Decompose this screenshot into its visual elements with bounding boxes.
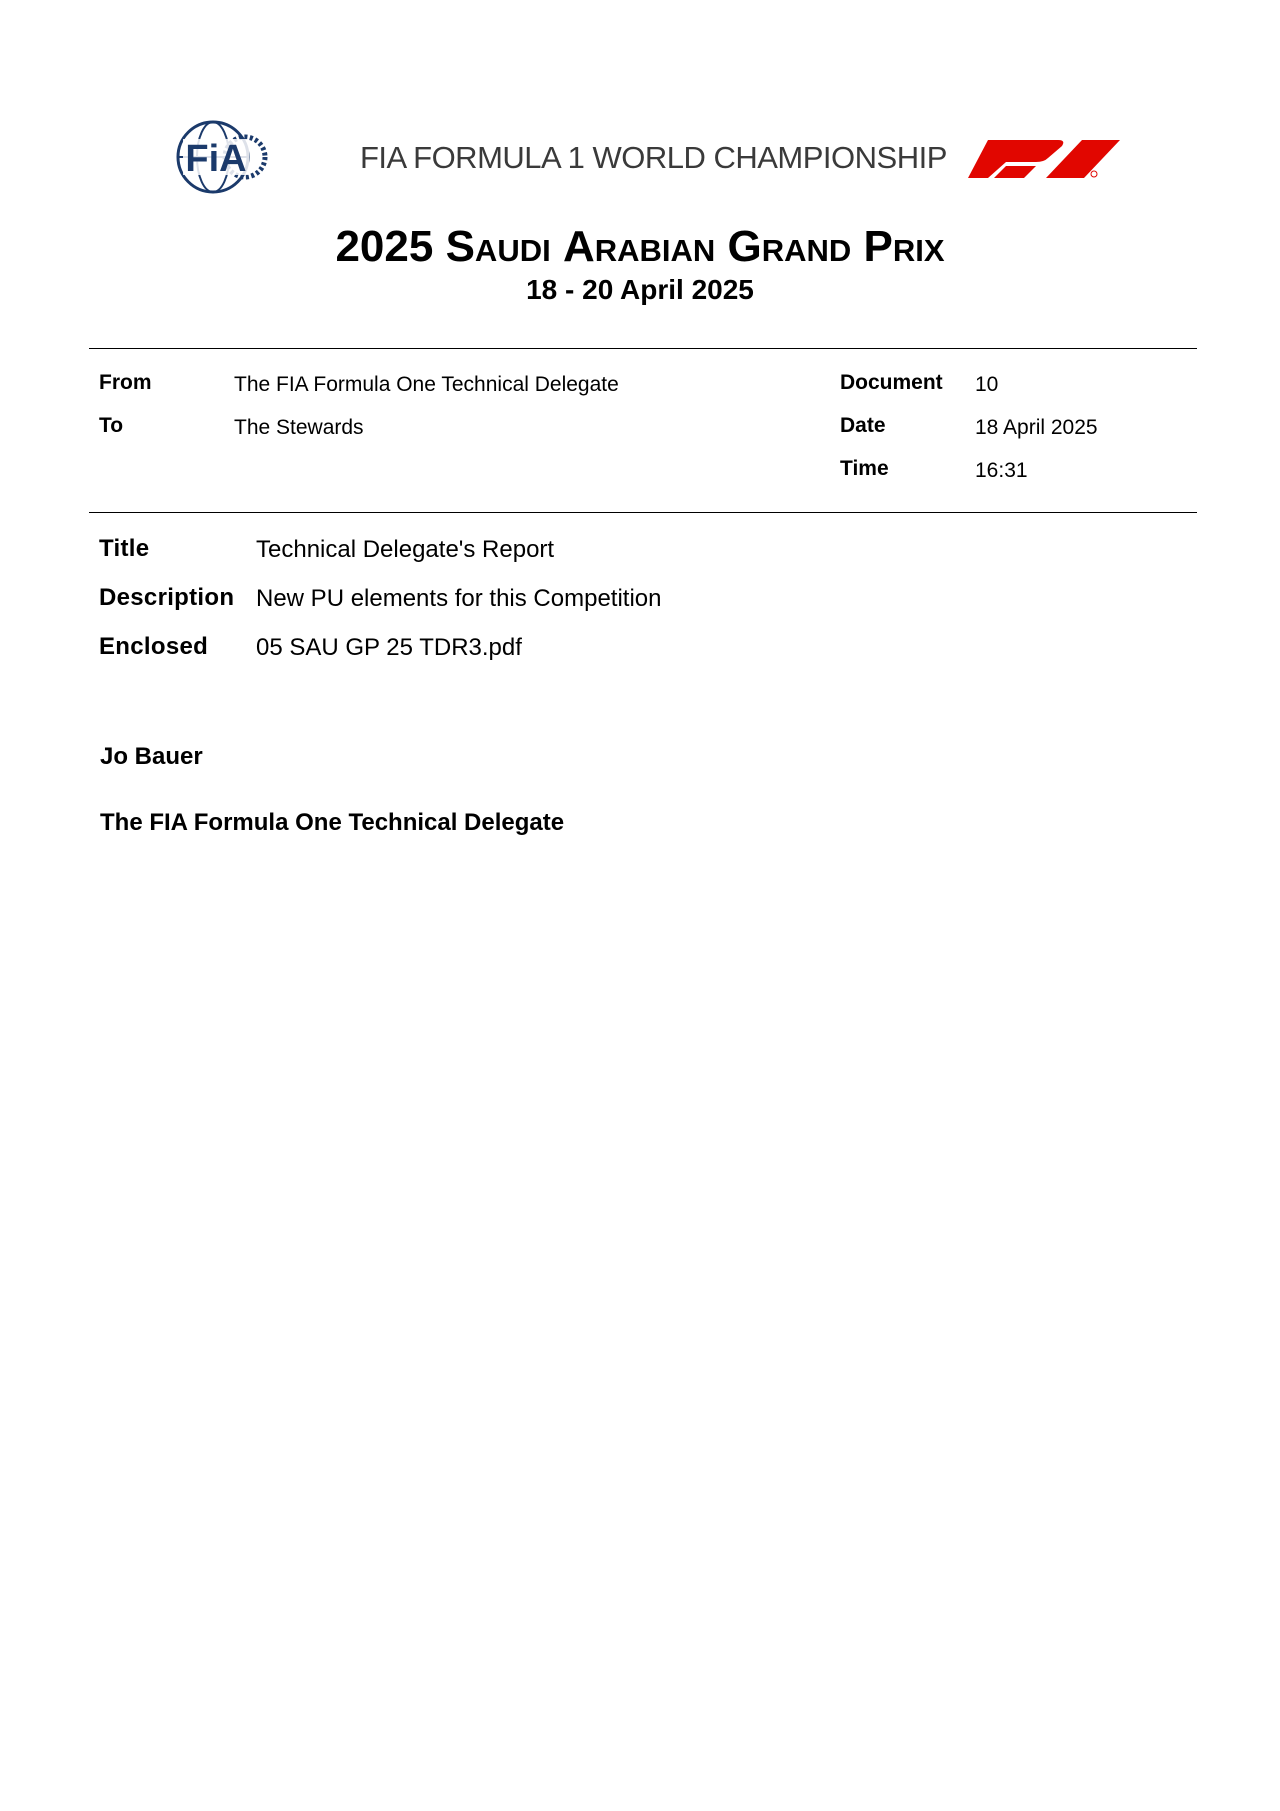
signatory-name: Jo Bauer xyxy=(100,743,203,770)
fia-logo-icon xyxy=(163,119,273,195)
time-value: 16:31 xyxy=(975,459,1028,482)
date-value: 18 April 2025 xyxy=(975,416,1098,439)
to-label: To xyxy=(99,414,124,437)
from-label: From xyxy=(99,371,152,394)
event-word-4: Prix xyxy=(863,222,945,271)
event-word-2: Arabian xyxy=(562,222,716,271)
divider-top xyxy=(89,348,1197,349)
divider-bottom xyxy=(89,512,1197,513)
enclosed-link[interactable]: 05 SAU GP 25 TDR3.pdf xyxy=(256,634,522,661)
date-label: Date xyxy=(840,414,886,437)
svg-text:FiA: FiA xyxy=(185,138,247,180)
championship-title: FIA FORMULA 1 WORLD CHAMPIONSHIP xyxy=(360,140,947,175)
event-year: 2025 xyxy=(335,222,434,271)
to-value: The Stewards xyxy=(234,416,364,439)
event-word-1: Saudi xyxy=(445,222,551,271)
event-dates: 18 - 20 April 2025 xyxy=(526,274,754,305)
title-value: Technical Delegate's Report xyxy=(256,536,555,563)
description-label: Description xyxy=(99,584,235,611)
from-value: The FIA Formula One Technical Delegate xyxy=(234,373,619,396)
document-value: 10 xyxy=(975,373,999,396)
signatory-role: The FIA Formula One Technical Delegate xyxy=(100,809,565,836)
document-label: Document xyxy=(840,371,943,394)
enclosed-label: Enclosed xyxy=(99,633,209,660)
f1-logo-icon xyxy=(966,136,1122,180)
description-value: New PU elements for this Competition xyxy=(256,585,662,612)
title-label: Title xyxy=(99,535,150,562)
event-title xyxy=(0,222,1280,272)
time-label: Time xyxy=(840,457,889,480)
event-word-3: Grand xyxy=(727,222,852,271)
